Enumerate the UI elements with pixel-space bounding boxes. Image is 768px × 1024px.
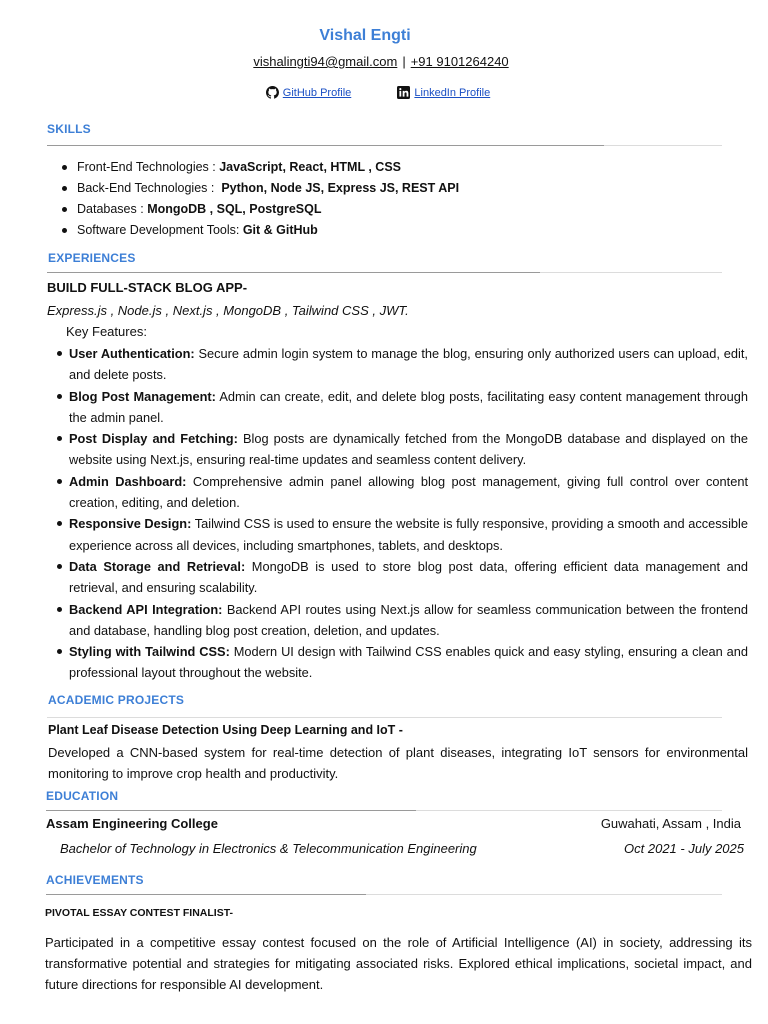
education-divider [46, 810, 722, 811]
skills-list [60, 157, 720, 241]
list-item: Post Display and Fetching: Blog posts are dynamically fetched from the MongoDB database and displayed on the website using Next.js, ensuring real-time updates and seamless content delivery. [56, 428, 748, 471]
phone-link[interactable]: +91 9101264240 [410, 54, 509, 69]
experiences-divider [47, 272, 722, 273]
list-item: Responsive Design: Tailwind CSS is used to ensure the website is fully responsive, providing a smooth and accessible experience across all devices, including smartphones, tablets, and desktops. [56, 513, 748, 556]
achievements-divider [46, 894, 722, 895]
achievements-heading: ACHIEVEMENTS [46, 873, 144, 887]
list-item: User Authentication: Secure admin login system to manage the blog, ensuring only authorized users can upload, edit, and delete posts. [56, 343, 748, 386]
experiences-heading: EXPERIENCES [48, 251, 136, 265]
linkedin-profile-link[interactable] [397, 86, 490, 99]
project-title: BUILD FULL-STACK BLOG APP- [47, 280, 248, 295]
email-link[interactable]: vishalingti94@gmail.com [253, 54, 398, 69]
github-profile-label: GitHub Profile [282, 86, 352, 99]
contact-line [0, 54, 762, 69]
github-icon [266, 86, 279, 99]
list-item: Front-End Technologies : JavaScript, React, HTML , CSS [60, 157, 720, 178]
features-list [56, 343, 748, 684]
skills-divider [47, 145, 722, 146]
list-item: Backend API Integration: Backend API routes using Next.js allow for seamless communication between the frontend and database, handling blog post creation, deletion, and updates. [56, 599, 748, 642]
achievement-description: Participated in a competitive essay contest focused on the role of Artificial Intelligence (AI) in society, addressing its transformative potential and strategies for mitigating associated risks. Explored ethical implications, societal impact, and future directions for responsible AI development. [45, 935, 752, 992]
list-item: Admin Dashboard: Comprehensive admin panel allowing blog post management, giving full control over content creation, editing, and deletion. [56, 471, 748, 514]
academic-project-title: Plant Leaf Disease Detection Using Deep Learning and IoT - [48, 723, 403, 737]
github-profile-link[interactable] [266, 86, 351, 99]
skills-heading: SKILLS [47, 122, 91, 136]
institution-name: Assam Engineering College [46, 816, 218, 831]
list-item: Databases : MongoDB , SQL, PostgreSQL [60, 199, 720, 220]
list-item: Software Development Tools: Git & GitHub [60, 220, 720, 241]
achievement-title: PIVOTAL ESSAY CONTEST FINALIST- [45, 907, 234, 919]
linkedin-profile-label: LinkedIn Profile [414, 86, 491, 99]
degree: Bachelor of Technology in Electronics & Telecommunication Engineering [60, 841, 477, 856]
linkedin-icon [397, 86, 410, 99]
list-item: Blog Post Management: Admin can create, edit, and delete blog posts, facilitating easy content management through the admin panel. [56, 386, 748, 429]
project-tech-stack: Express.js , Node.js , Next.js , MongoDB , Tailwind CSS , JWT. [47, 303, 409, 318]
academic-project-description: Developed a CNN-based system for real-time detection of plant diseases, integrating IoT sensors for environmental monitoring to improve crop health and productivity. [48, 745, 748, 781]
academic-divider [47, 717, 722, 718]
list-item: Styling with Tailwind CSS: Modern UI design with Tailwind CSS enables quick and easy styling, ensuring a clean and professional layout throughout the website. [56, 641, 748, 684]
candidate-name: Vishal Engti [319, 27, 411, 44]
education-dates: Oct 2021 - July 2025 [624, 841, 744, 856]
academic-heading: ACADEMIC PROJECTS [48, 693, 185, 707]
list-item: Data Storage and Retrieval: MongoDB is used to store blog post data, offering efficient data management and retrieval, and ensuring scalability. [56, 556, 748, 599]
profile-links [0, 86, 756, 102]
education-heading: EDUCATION [46, 789, 119, 803]
institution-location: Guwahati, Assam , India [600, 816, 741, 831]
key-features-label: Key Features: [66, 324, 147, 339]
contact-separator: | [402, 54, 406, 69]
list-item: Back-End Technologies : Python, Node JS, Express JS, REST API [60, 178, 720, 199]
